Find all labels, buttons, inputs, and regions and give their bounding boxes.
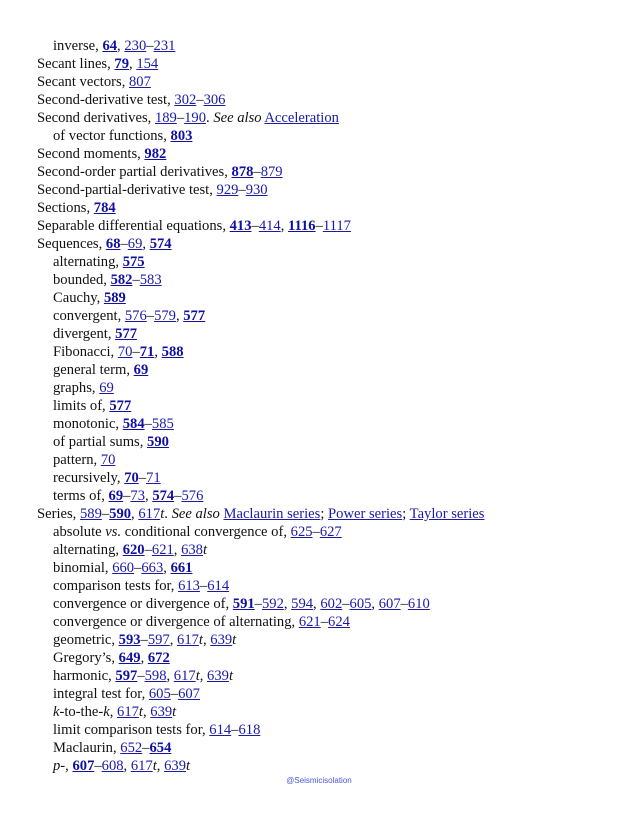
page-ref-link[interactable]: 613: [178, 578, 200, 594]
page-ref-link[interactable]: 73: [130, 488, 146, 504]
page-ref-link[interactable]: 618: [238, 722, 261, 738]
index-subentry: [53, 289, 126, 307]
page-ref-link[interactable]: 574: [152, 488, 175, 504]
entry-text: binomial,: [53, 560, 113, 576]
entry-text: bounded,: [53, 272, 111, 288]
page-ref-link[interactable]: 69: [108, 488, 124, 504]
page-ref-link[interactable]: 585: [151, 416, 174, 432]
page-ref-link[interactable]: 617: [177, 632, 199, 648]
page-ref-link[interactable]: 190: [184, 110, 207, 126]
italic-text: t: [172, 704, 177, 720]
entry-text: -to-the-: [59, 704, 104, 720]
page-ref-link[interactable]: 607: [178, 686, 200, 702]
entry-text: –: [170, 686, 179, 702]
page-ref-link[interactable]: 69: [127, 236, 143, 252]
index-subentry: [53, 37, 175, 55]
entry-text: ,: [142, 236, 150, 252]
entry-text: –: [315, 218, 323, 234]
page-ref-link[interactable]: 879: [260, 164, 283, 180]
page-ref-link[interactable]: 70: [100, 452, 116, 468]
page-ref-link[interactable]: 575: [122, 254, 145, 270]
entry-text: absolute: [53, 524, 106, 540]
page-ref-link[interactable]: 590: [147, 434, 169, 450]
entry-text: convergence or divergence of alternating,: [53, 614, 299, 630]
see-also-link[interactable]: Power series: [328, 506, 403, 522]
entry-text: pattern,: [53, 452, 101, 468]
page-ref-link[interactable]: 577: [183, 308, 206, 324]
entry-text: .: [164, 506, 172, 522]
see-also-link[interactable]: Maclaurin series: [223, 506, 321, 522]
italic-text: t: [185, 758, 191, 774]
entry-text: graphs,: [53, 380, 100, 396]
index-entry: [37, 505, 484, 523]
entry-text: Series,: [37, 506, 80, 522]
entry-text: ,: [173, 542, 182, 558]
entry-text: –: [144, 416, 152, 432]
see-also-link[interactable]: Taylor series: [409, 506, 485, 522]
index-entry: [37, 73, 151, 91]
entry-text: conditional convergence of,: [121, 524, 291, 540]
page-ref-link[interactable]: 576: [124, 308, 147, 324]
page-ref-link[interactable]: 625: [290, 524, 313, 540]
entry-text: Cauchy,: [53, 290, 104, 306]
page-ref-link[interactable]: 807: [129, 74, 151, 90]
entry-text: general term,: [53, 362, 134, 378]
entry-text: recursively,: [53, 470, 125, 486]
entry-text: ,: [109, 704, 118, 720]
index-subentry: [53, 433, 169, 451]
index-subentry: [53, 127, 192, 145]
page-ref-link[interactable]: 597: [147, 632, 170, 648]
page-ref-link[interactable]: 582: [110, 272, 133, 288]
index-entry: [37, 91, 225, 109]
entry-text: limits of,: [53, 398, 110, 414]
index-subentry: [53, 451, 115, 469]
page-ref-link[interactable]: 592: [261, 596, 284, 612]
page-ref-link[interactable]: 617: [117, 704, 139, 720]
page-ref-link[interactable]: 982: [144, 146, 167, 162]
entry-text: harmonic,: [53, 668, 116, 684]
page-ref-link[interactable]: 610: [407, 596, 430, 612]
page-ref-link[interactable]: 672: [147, 650, 170, 666]
page-ref-link[interactable]: 614: [207, 578, 230, 594]
entry-text: convergent,: [53, 308, 125, 324]
entry-text: Sequences,: [37, 236, 106, 252]
entry-text: ,: [169, 632, 178, 648]
entry-text: –: [120, 236, 128, 252]
entry-text: Secant lines,: [37, 56, 115, 72]
entry-text: ,: [154, 344, 162, 360]
page-ref-link[interactable]: 614: [209, 722, 232, 738]
entry-text: terms of,: [53, 488, 109, 504]
page-ref-link[interactable]: 64: [102, 38, 118, 54]
entry-text: ,: [313, 596, 321, 612]
page-ref-link[interactable]: 154: [136, 56, 159, 72]
page-ref-link[interactable]: 71: [146, 470, 161, 486]
index-subentry: [53, 757, 190, 775]
page-ref-link[interactable]: 591: [232, 596, 255, 612]
entry-text: comparison tests for,: [53, 578, 179, 594]
index-subentry: [53, 595, 430, 613]
page-ref-link[interactable]: 607: [378, 596, 401, 612]
page-ref-link[interactable]: 930: [245, 182, 268, 198]
entry-text: ,: [123, 758, 131, 774]
italic-text: t: [138, 704, 143, 720]
page-ref-link[interactable]: 590: [109, 506, 132, 522]
italic-text: k: [53, 704, 60, 720]
index-subentry: [53, 415, 174, 433]
entry-text: Separable differential equations,: [37, 218, 230, 234]
page-ref-link[interactable]: 654: [149, 740, 172, 756]
index-subentry: [53, 541, 207, 559]
italic-text: See also: [213, 110, 262, 126]
index-subentry: [53, 613, 350, 631]
entry-text: Secant vectors,: [37, 74, 129, 90]
italic-text: See also: [171, 506, 220, 522]
italic-text: vs.: [105, 524, 122, 540]
entry-text: –: [254, 596, 262, 612]
index-subentry: [53, 307, 205, 325]
italic-text: t: [232, 632, 237, 648]
page-ref-link[interactable]: 414: [258, 218, 281, 234]
index-subentry: [53, 397, 131, 415]
entry-text: limit comparison tests for,: [53, 722, 210, 738]
entry-text: geometric,: [53, 632, 119, 648]
index-subentry: [53, 667, 233, 685]
index-subentry: [53, 379, 114, 397]
entry-text: of vector functions,: [53, 128, 171, 144]
page-ref-link[interactable]: 577: [115, 326, 138, 342]
index-entry: [37, 199, 116, 217]
index-subentry: [53, 649, 170, 667]
entry-text: ,: [371, 596, 379, 612]
entry-text: –: [196, 92, 204, 108]
page-ref-link[interactable]: 598: [144, 668, 167, 684]
italic-text: k: [103, 704, 110, 720]
index-subentry: [53, 343, 184, 361]
index-entry: [37, 235, 172, 253]
page-ref-link[interactable]: 607: [72, 758, 95, 774]
index-subentry: [53, 253, 145, 271]
entry-text: Maclaurin,: [53, 740, 121, 756]
entry-text: ,: [145, 488, 153, 504]
entry-text: –: [94, 758, 102, 774]
index-entry: [37, 181, 268, 199]
page-ref-link[interactable]: 594: [291, 596, 314, 612]
index-subentry: [53, 685, 200, 703]
italic-text: t: [195, 668, 200, 684]
index-subentry: [53, 523, 342, 541]
page-ref-link[interactable]: 584: [122, 416, 145, 432]
index-entry: [37, 55, 158, 73]
entry-text: –: [199, 578, 208, 594]
entry-text: –: [140, 632, 148, 648]
entry-text: Second derivatives,: [37, 110, 155, 126]
page-ref-link[interactable]: 639: [164, 758, 186, 774]
page-ref-link[interactable]: 617: [173, 668, 196, 684]
page-ref-link[interactable]: 878: [231, 164, 254, 180]
page-ref-link[interactable]: 803: [170, 128, 193, 144]
page-ref-link[interactable]: 621: [151, 542, 174, 558]
entry-text: –: [137, 668, 145, 684]
entry-text: ,: [175, 308, 184, 324]
entry-text: –: [238, 182, 246, 198]
page-ref-link[interactable]: 189: [154, 110, 177, 126]
entry-text: –: [138, 470, 147, 486]
entry-text: –: [101, 506, 110, 522]
page-ref-link[interactable]: 583: [139, 272, 162, 288]
entry-text: ;: [402, 506, 410, 522]
page-ref-link[interactable]: 649: [118, 650, 141, 666]
page-ref-link[interactable]: 69: [99, 380, 114, 396]
index-subentry: [53, 469, 161, 487]
entry-text: ,: [280, 218, 288, 234]
entry-text: –: [123, 488, 131, 504]
entry-text: Second-derivative test,: [37, 92, 175, 108]
page-ref-link[interactable]: 69: [133, 362, 149, 378]
page-ref-link[interactable]: 617: [130, 758, 153, 774]
page-ref-link[interactable]: 593: [118, 632, 141, 648]
entry-text: .: [206, 110, 214, 126]
page-ref-link[interactable]: 70: [124, 470, 139, 486]
page-ref-link[interactable]: 574: [149, 236, 172, 252]
page-ref-link[interactable]: 589: [79, 506, 102, 522]
entry-text: Fibonacci,: [53, 344, 118, 360]
entry-text: Gregory’s,: [53, 650, 119, 666]
italic-text: t: [228, 668, 233, 684]
page-ref-link[interactable]: 608: [101, 758, 124, 774]
page-ref-link[interactable]: 929: [216, 182, 239, 198]
index-subentry: [53, 577, 229, 595]
page-ref-link[interactable]: 639: [150, 704, 173, 720]
entry-text: ,: [129, 56, 137, 72]
index-subentry: [53, 703, 176, 721]
page-ref-link[interactable]: 624: [328, 614, 350, 630]
entry-text: of partial sums,: [53, 434, 148, 450]
entry-text: ,: [140, 650, 148, 666]
entry-text: –: [146, 308, 155, 324]
page-ref-link[interactable]: 579: [154, 308, 176, 324]
index-subentry: [53, 325, 137, 343]
entry-text: divergent,: [53, 326, 116, 342]
entry-text: –: [231, 722, 239, 738]
entry-text: –: [174, 488, 182, 504]
italic-text: p: [53, 758, 61, 774]
watermark: @Seismicisolation: [286, 776, 352, 785]
page-ref-link[interactable]: 413: [229, 218, 252, 234]
page-ref-link[interactable]: 620: [122, 542, 145, 558]
entry-text: ,: [156, 758, 165, 774]
page-ref-link[interactable]: 1117: [322, 218, 351, 234]
page-ref-link[interactable]: 663: [141, 560, 164, 576]
entry-text: integral test for,: [53, 686, 149, 702]
entry-text: –: [342, 596, 350, 612]
index-subentry: [53, 739, 171, 757]
entry-text: –: [176, 110, 185, 126]
italic-text: t: [198, 632, 203, 648]
page-ref-link[interactable]: 70: [117, 344, 133, 360]
entry-text: ,: [163, 560, 171, 576]
page-ref-link[interactable]: 784: [93, 200, 116, 216]
entry-text: Second-partial-derivative test,: [37, 182, 217, 198]
page-ref-link[interactable]: 68: [105, 236, 121, 252]
index-entry: [37, 163, 283, 181]
page-ref-link[interactable]: 230: [124, 38, 147, 54]
entry-text: ,: [117, 38, 125, 54]
entry-text: convergence or divergence of,: [53, 596, 233, 612]
page-ref-link[interactable]: 621: [298, 614, 321, 630]
page-ref-link[interactable]: 617: [138, 506, 161, 522]
entry-text: ,: [131, 506, 139, 522]
entry-text: –: [251, 218, 259, 234]
page-ref-link[interactable]: 302: [174, 92, 197, 108]
page-ref-link[interactable]: 577: [109, 398, 132, 414]
entry-text: –: [320, 614, 329, 630]
index-subentry: [53, 271, 162, 289]
page-ref-link[interactable]: 597: [115, 668, 138, 684]
entry-text: –: [132, 272, 140, 288]
entry-text: ;: [320, 506, 329, 522]
index-subentry: [53, 361, 148, 379]
entry-text: alternating,: [53, 542, 123, 558]
page-ref-link[interactable]: 638: [181, 542, 203, 558]
page-ref-link[interactable]: 1116: [288, 218, 316, 234]
page-ref-link[interactable]: 588: [161, 344, 184, 360]
page-ref-link[interactable]: 605: [349, 596, 372, 612]
index-subentry: [53, 559, 192, 577]
index-subentry: [53, 487, 203, 505]
entry-text: –: [400, 596, 408, 612]
entry-text: –: [312, 524, 320, 540]
index-subentry: [53, 631, 236, 649]
entry-text: –: [134, 560, 142, 576]
page-ref-link[interactable]: 652: [120, 740, 143, 756]
page-ref-link[interactable]: 605: [148, 686, 171, 702]
see-also-link[interactable]: Acceleration: [264, 110, 339, 126]
entry-text: ,: [199, 668, 208, 684]
entry-text: –: [144, 542, 152, 558]
entry-text: -,: [60, 758, 73, 774]
entry-text: –: [146, 38, 154, 54]
entry-text: –: [142, 740, 150, 756]
entry-text: monotonic,: [53, 416, 123, 432]
page-ref-link[interactable]: 306: [203, 92, 226, 108]
entry-text: ,: [142, 704, 151, 720]
page-ref-link[interactable]: 660: [112, 560, 135, 576]
entry-text: ,: [166, 668, 174, 684]
entry-text: ,: [283, 596, 292, 612]
entry-text: –: [132, 344, 140, 360]
entry-text: Second-order partial derivatives,: [37, 164, 232, 180]
page-ref-link[interactable]: 627: [319, 524, 342, 540]
italic-text: t: [160, 506, 165, 522]
entry-text: alternating,: [53, 254, 123, 270]
index-subentry: [53, 721, 260, 739]
page-ref-link[interactable]: 71: [139, 344, 155, 360]
entry-text: ,: [202, 632, 211, 648]
page-ref-link[interactable]: 576: [181, 488, 204, 504]
page-ref-link[interactable]: 661: [170, 560, 193, 576]
index-entry: [37, 109, 339, 127]
page-ref-link[interactable]: 589: [103, 290, 126, 306]
page-ref-link[interactable]: 231: [153, 38, 176, 54]
page-ref-link[interactable]: 639: [210, 632, 233, 648]
index-entry: [37, 145, 166, 163]
entry-text: Sections,: [37, 200, 94, 216]
entry-text: –: [253, 164, 261, 180]
italic-text: t: [202, 542, 208, 558]
page-ref-link[interactable]: 639: [207, 668, 229, 684]
page-ref-link[interactable]: 602: [320, 596, 343, 612]
entry-text: Second moments,: [37, 146, 145, 162]
page-ref-link[interactable]: 79: [114, 56, 130, 72]
italic-text: t: [152, 758, 157, 774]
entry-text: inverse,: [53, 38, 103, 54]
index-entry: [37, 217, 351, 235]
